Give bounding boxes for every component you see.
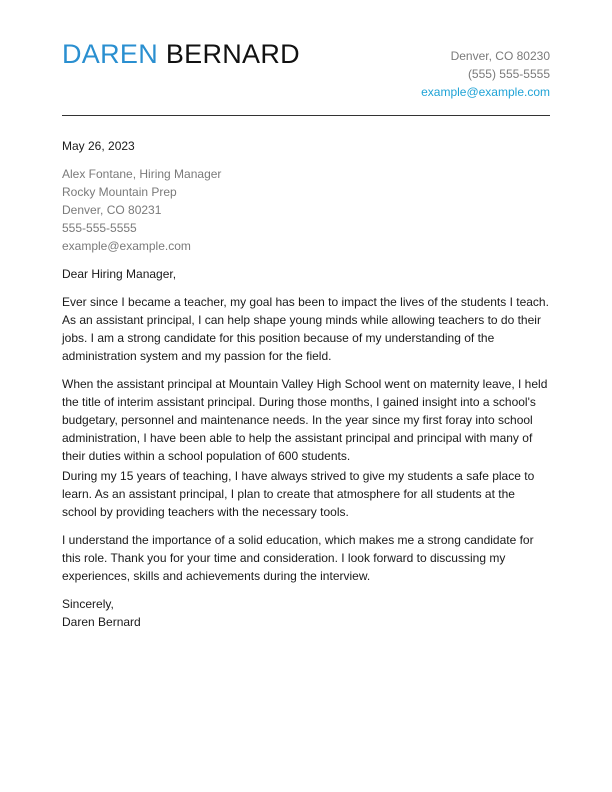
letter-body: [62, 137, 552, 631]
applicant-email[interactable]: example@example.com: [421, 85, 550, 99]
paragraph-experience: When the assistant principal at Mountain Valley High School went on maternity leave, I held the title of interim assistant principal. During those months, I gained insight into a school's budgetary, personnel and maintenance needs. In the year since my first foray into school administration, I have been able to help the assistant principal and principal with many of their duties within a school population of 600 students.: [62, 377, 548, 463]
applicant-city: Denver, CO 80230: [450, 49, 550, 63]
paragraph-closing: I understand the importance of a solid education, which makes me a strong candidate for this role. Thank you for your time and consideration. I look forward to discussing my experiences, skills and achievements during the interview.: [62, 533, 534, 583]
letter-header: [62, 38, 550, 102]
salutation: Dear Hiring Manager,: [62, 267, 177, 281]
header-divider: [62, 115, 550, 116]
paragraph-intro: Ever since I became a teacher, my goal has been to impact the lives of the students I teach. As an assistant principal, I can help shape young minds while allowing teachers to do their jobs. I am a strong candidate for this position because of my understanding of the administration system and my passion for the field.: [62, 295, 549, 363]
applicant-name: [62, 38, 300, 70]
applicant-first-name: DAREN: [62, 39, 159, 69]
recipient-company: Rocky Mountain Prep: [62, 185, 177, 199]
recipient-block: [62, 165, 552, 255]
applicant-last-name: BERNARD: [165, 39, 300, 69]
recipient-address: Denver, CO 80231: [62, 203, 162, 217]
recipient-email: example@example.com: [62, 239, 191, 253]
applicant-phone: (555) 555-5555: [467, 67, 550, 81]
signature-name: Daren Bernard: [62, 615, 141, 629]
applicant-contact: [421, 47, 550, 101]
letter-date: May 26, 2023: [62, 139, 135, 153]
recipient-name: Alex Fontane, Hiring Manager: [62, 167, 222, 181]
recipient-phone: 555-555-5555: [62, 221, 137, 235]
closing-phrase: Sincerely,: [62, 597, 114, 611]
paragraph-teaching: During my 15 years of teaching, I have always strived to give my students a safe place to learn. As an assistant principal, I plan to create that atmosphere for all students at the school by providing teachers with the necessary tools.: [62, 469, 535, 519]
